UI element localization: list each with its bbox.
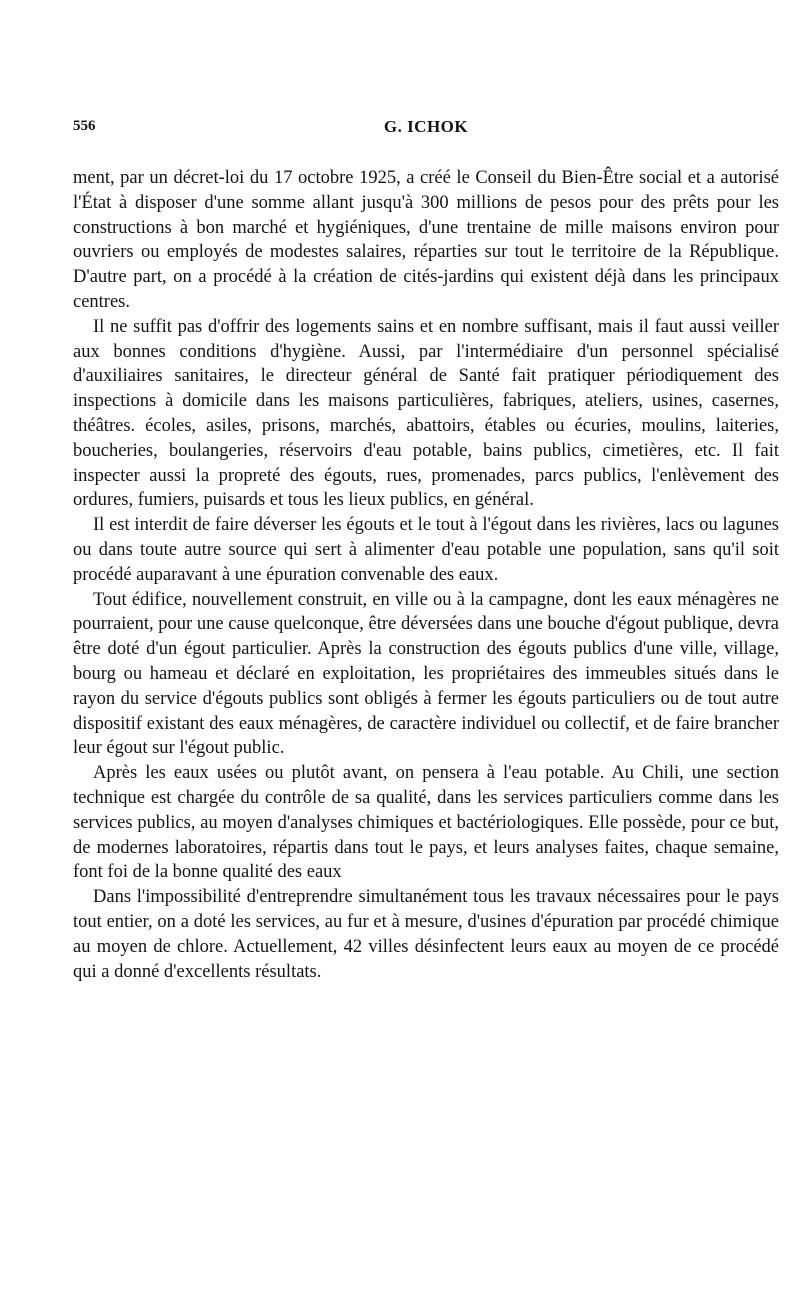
paragraph-sewage-prohibition: Il est interdit de faire déverser les égouts et le tout à l'égout dans les rivières, lacs ou lagunes ou dans toute autre source qui sert à alimenter d'eau potable une population, sans qu'il soit procédé auparavant à une épuration convenable des eaux.	[73, 515, 779, 585]
paragraph-private-sewers: Tout édifice, nouvellement construit, en ville ou à la campagne, dont les eaux ménagères ne pourraient, pour une cause quelconque, être déversées dans une bouche d'égout publique, devra être doté d'un égout particulier. Après la construction des égouts publics d'une ville, village, bourg ou hameau et déclaré en exploitation, les propriétaires des immeubles situés dans le rayon du service d'égouts publics sont obligés à fermer les égouts particuliers ou de tout autre dispositif existant des eaux ménagères, de caractère individuel ou collectif, et de faire brancher leur égout sur l'égout public.	[73, 589, 779, 759]
paragraph-housing-continuation: ment, par un décret-loi du 17 octobre 1925, a créé le Conseil du Bien-Être social et a autorisé l'État à disposer d'une somme allant jusqu'à 300 millions de pesos pour des prêts pour les constructions à bon marché et hygiéniques, d'une trentaine de mille maisons environ pour ouvriers ou employés de modestes salaires, réparties sur tout le territoire de la République. D'autre part, on a procédé à la création de cités-jardins qui existent déjà dans les principaux centres.	[73, 168, 779, 312]
paragraph-drinking-water: Après les eaux usées ou plutôt avant, on pensera à l'eau potable. Au Chili, une section technique est chargée du contrôle de sa qualité, dans les services particuliers comme dans les services publics, au moyen d'analyses chimiques et bactériologiques. Elle possède, pour ce but, de modernes laboratoires, répartis dans tout le pays, et leurs analyses faites, chaque semaine, font foi de la bonne qualité des eaux	[73, 763, 779, 883]
page-number: 556	[73, 118, 96, 134]
body-text	[73, 166, 779, 984]
running-title: G. ICHOK	[383, 117, 469, 136]
paragraph-chlorination: Dans l'impossibilité d'entreprendre simultanément tous les travaux nécessaires pour le pays tout entier, on a doté les services, au fur et à mesure, d'usines d'épuration par procédé chimique au moyen de chlore. Actuellement, 42 villes désinfectent leurs eaux au moyen de ce procédé qui a donné d'excellents résultats.	[73, 887, 779, 982]
running-head	[73, 118, 779, 144]
paragraph-hygiene-inspections: Il ne suffit pas d'offrir des logements sains et en nombre suffisant, mais il faut aussi veiller aux bonnes conditions d'hygiène. Aussi, par l'intermédiaire d'un personnel spécialisé d'auxiliaires sanitaires, le directeur général de Santé fait pratiquer périodiquement des inspections à domicile dans les maisons particulières, fabriques, ateliers, usines, casernes, théâtres. écoles, asiles, prisons, marchés, abattoirs, étables ou écuries, moulins, laiteries, boucheries, boulangeries, réservoirs d'eau potable, bains publics, cimetières, etc. Il fait inspecter aussi la propreté des égouts, rues, promenades, parcs publics, l'enlèvement des ordures, fumiers, puisards et tous les lieux publics, en général.	[73, 316, 779, 511]
